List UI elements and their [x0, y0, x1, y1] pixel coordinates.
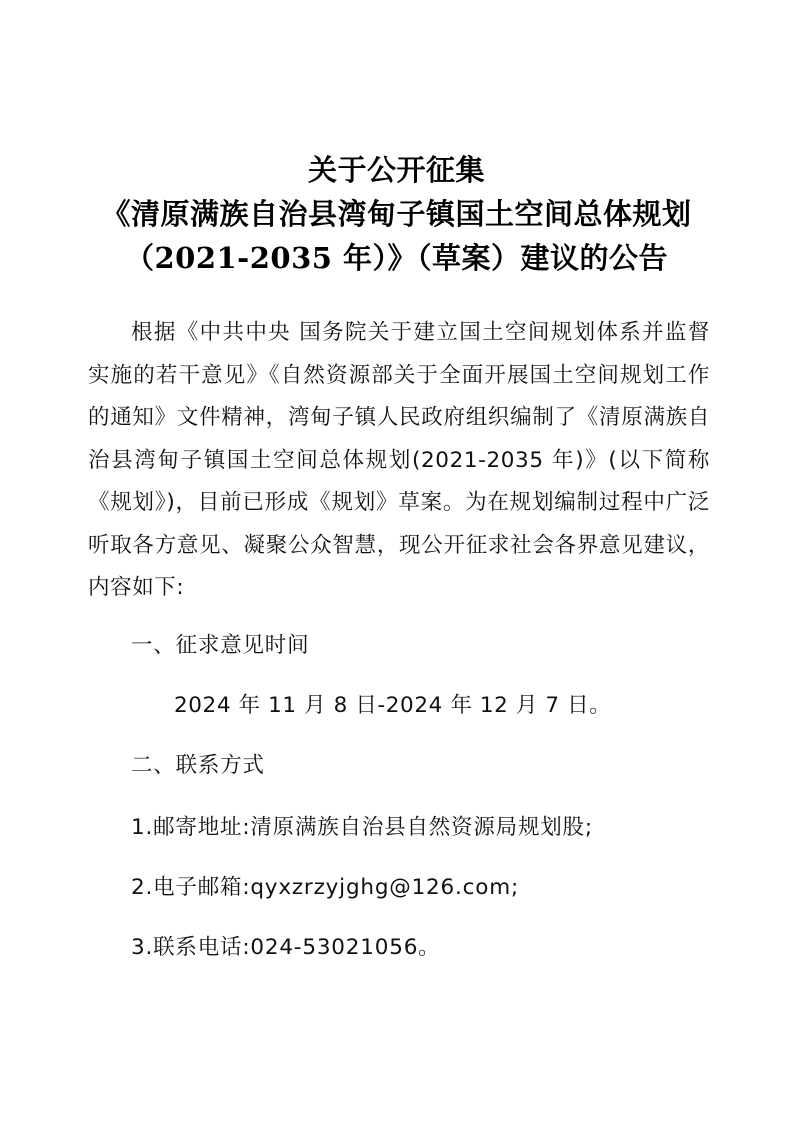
intro-paragraph: 根据《中共中央 国务院关于建立国土空间规划体系并监督实施的若干意见》《自然资源部关于全面开展国土空间规划工作的通知》文件精神，湾甸子镇人民政府组织编制了《清原满族自治县湾甸子镇国土空间总体规划(2021-2035 年)》(以下简称《规划》)，目前已形成《规划》草案。为在规划编制过程中广泛听取各方意见、凝聚公众智慧，现公开征求社会各界意见建议，内容如下: — [88, 320, 710, 600]
contact-phone: 3.联系电话:024-53021056。 — [131, 935, 441, 960]
section-heading-contact: 二、联系方式 — [131, 753, 265, 778]
title-line-3: （2021-2035 年）》（草案）建议的公告 — [124, 241, 669, 275]
title-line-2: 《清原满族自治县湾甸子镇国土空间总体规划 — [101, 197, 692, 231]
title-line-1: 关于公开征集 — [307, 153, 485, 187]
solicitation-date-range: 2024 年 11 月 8 日-2024 年 12 月 7 日。 — [174, 693, 612, 718]
document-title — [60, 148, 733, 280]
contact-mailing-address: 1.邮寄地址:清原满族自治县自然资源局规划股; — [131, 815, 593, 840]
contact-email: 2.电子邮箱:qyxzrzyjghg@126.com; — [131, 875, 520, 900]
section-heading-solicitation-period: 一、征求意见时间 — [131, 633, 310, 658]
